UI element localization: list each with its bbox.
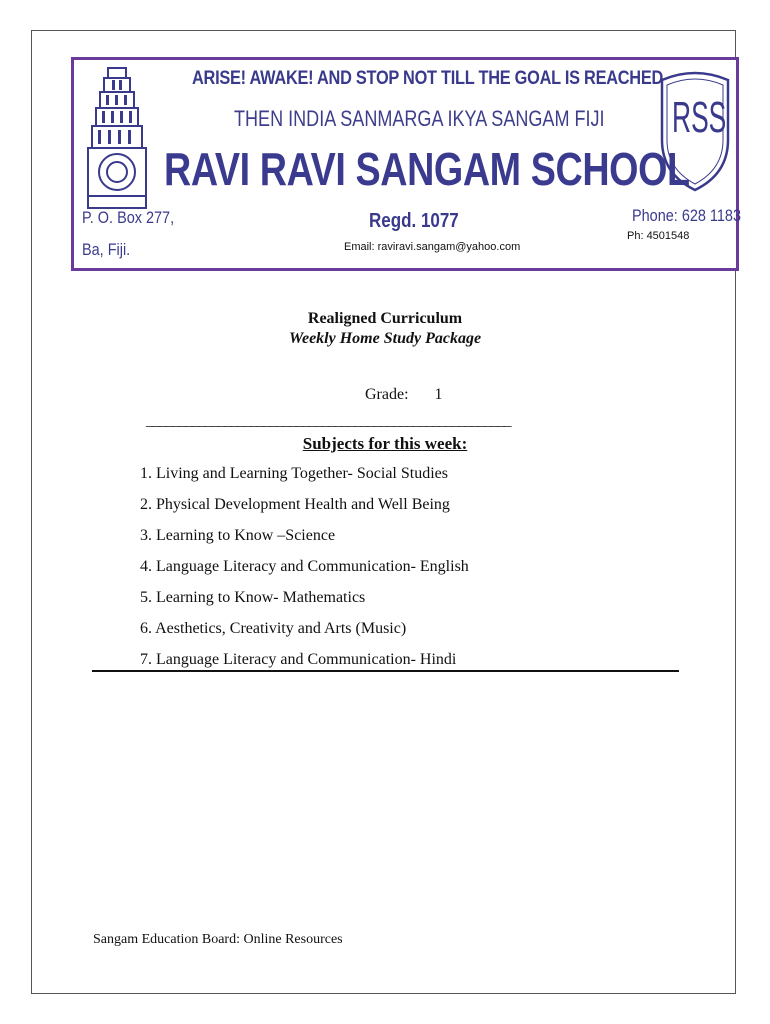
registration-number: Regd. 1077 [369, 210, 459, 232]
list-item: 2. Physical Development Health and Well Being [140, 496, 450, 513]
document-title: Realigned Curriculum [307, 310, 463, 327]
list-item: 4. Language Literacy and Communication- English [140, 558, 469, 575]
letterhead-banner [71, 57, 742, 271]
divider [92, 670, 679, 672]
separator-line: ________________________________________________________ [146, 412, 510, 429]
temple-logo [84, 66, 150, 216]
po-box: P. O. Box 277, [82, 208, 175, 227]
footer-text: Sangam Education Board: Online Resources [93, 932, 343, 947]
list-item: 6. Aesthetics, Creativity and Arts (Music) [140, 620, 407, 637]
list-item: 5. Learning to Know- Mathematics [140, 589, 366, 606]
crest-initials: RSS [672, 93, 727, 142]
grade-label: Grade: [365, 386, 409, 403]
list-item: 7. Language Literacy and Communication- Hindi [140, 651, 457, 668]
school-name: RAVI RAVI SANGAM SCHOOL [164, 143, 690, 195]
phone-alt: Ph: 4501548 [627, 230, 690, 242]
email-address: Email: raviravi.sangam@yahoo.com [344, 241, 521, 253]
organization-name: THEN INDIA SANMARGA IKYA SANGAM FIJI [234, 106, 605, 131]
document-subtitle: Weekly Home Study Package [288, 330, 482, 347]
list-item: 3. Learning to Know –Science [140, 527, 336, 544]
school-motto: ARISE! AWAKE! AND STOP NOT TILL THE GOAL IS REACHED [192, 68, 664, 89]
phone-number: Phone: 628 1183 [632, 206, 742, 225]
city: Ba, Fiji. [82, 240, 131, 259]
list-item: 1. Living and Learning Together- Social Studies [140, 465, 448, 482]
grade-line [365, 386, 443, 404]
grade-value: 1 [434, 386, 443, 403]
subjects-list [140, 464, 469, 681]
subjects-heading: Subjects for this week: [302, 434, 468, 453]
